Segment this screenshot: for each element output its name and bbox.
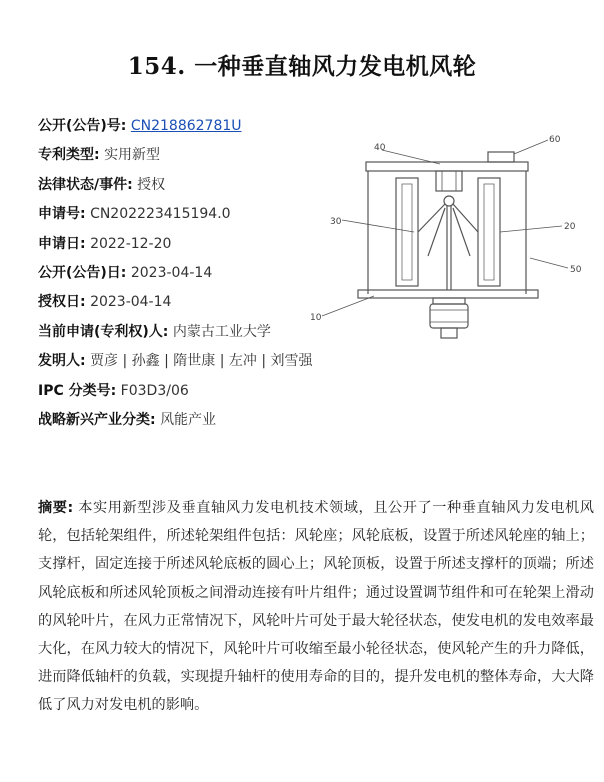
page-title: 154. 一种垂直轴风力发电机风轮 (127, 53, 477, 80)
field-label: 申请号: (38, 206, 86, 223)
abstract-text: 本实用新型涉及垂直轴风力发电机技术领域，且公开了一种垂直轴风力发电机风轮，包括轮架组件，所述轮架组件包括：风轮座；风轮底板，设置于所述风轮座的轴上；支撑杆，固定连接于所述风轮底板的圆心上；风轮顶板，设置于所述支撑杆的顶端；所述风轮底板和所述风轮顶板之间滑动连接有叶片组件；通过设置调节组件和可在轮架上滑动的风轮叶片，在风力正常情况下，风轮叶片可处于最大轮径状态，使发电机的发电效率最大化，在风力较大的情况下，风轮叶片可收缩至最小轮径状态，使风轮产生的升力降低，进而降低轴杆的负载，实现提升轴杆的使用寿命的目的，提升发电机的整体寿命，大大降低了风力对发电机的影响。 (38, 500, 594, 714)
field-label: 发明人: (38, 353, 86, 370)
field-label: 申请日: (38, 235, 86, 252)
abstract-label: 摘要: (38, 500, 74, 516)
patent-drawing (302, 128, 596, 350)
field-value: 内蒙古工业大学 (172, 323, 271, 340)
publication-number-link[interactable]: CN218862781U (130, 118, 242, 134)
blade-right-inner (484, 184, 494, 280)
base-foot (441, 328, 457, 338)
field-industry-class (38, 406, 378, 435)
field-label: IPC 分类号: (38, 382, 117, 399)
field-value: 2023-04-14 (90, 294, 172, 311)
blade-right (478, 178, 500, 286)
leader-line-10 (322, 296, 374, 316)
generator-box (488, 152, 514, 162)
field-label: 法律状态/事件: (38, 176, 133, 193)
hinge-joint (444, 196, 454, 206)
bottom-plate (358, 290, 538, 298)
link-left-lower (428, 208, 445, 256)
field-value: 贾彦 | 孙鑫 | 隋世康 | 左冲 | 刘雪强 (90, 353, 313, 370)
ref-label-60: 60 (549, 135, 561, 145)
field-value: 2022-12-20 (90, 235, 172, 252)
adjust-assembly (436, 171, 462, 191)
field-label: 授权日: (38, 294, 86, 311)
wind-rotor-drawing (302, 128, 596, 350)
field-ipc-class (38, 377, 378, 406)
field-label: 公开(公告)号: (38, 118, 127, 134)
ref-label-10: 10 (310, 313, 322, 323)
base-hub (430, 304, 468, 328)
link-right-lower (453, 208, 470, 256)
field-label: 战略新兴产业分类: (38, 411, 156, 428)
field-label: 当前申请(专利权)人: (38, 323, 169, 340)
abstract (38, 494, 594, 720)
field-value: CN202223415194.0 (90, 206, 231, 223)
field-inventors (38, 347, 378, 376)
leader-line-50 (530, 258, 568, 268)
field-label: 专利类型: (38, 147, 100, 164)
blade-left (396, 178, 418, 286)
field-value: 2023-04-14 (130, 264, 213, 281)
leader-line-20 (500, 226, 562, 232)
top-plate (366, 162, 528, 171)
field-value: 实用新型 (104, 147, 161, 164)
ref-label-40: 40 (374, 143, 386, 153)
ref-label-30: 30 (330, 217, 342, 227)
base-hub-top (433, 298, 465, 304)
leader-line-30 (342, 220, 414, 232)
field-value: 授权 (137, 176, 166, 193)
field-value: F03D3/06 (120, 382, 189, 399)
blade-left-inner (402, 184, 412, 280)
leader-line-60 (514, 140, 548, 154)
ref-label-50: 50 (570, 265, 582, 275)
ref-label-20: 20 (564, 222, 576, 232)
field-label: 公开(公告)日: (38, 264, 127, 281)
field-value: 风能产业 (160, 411, 217, 428)
